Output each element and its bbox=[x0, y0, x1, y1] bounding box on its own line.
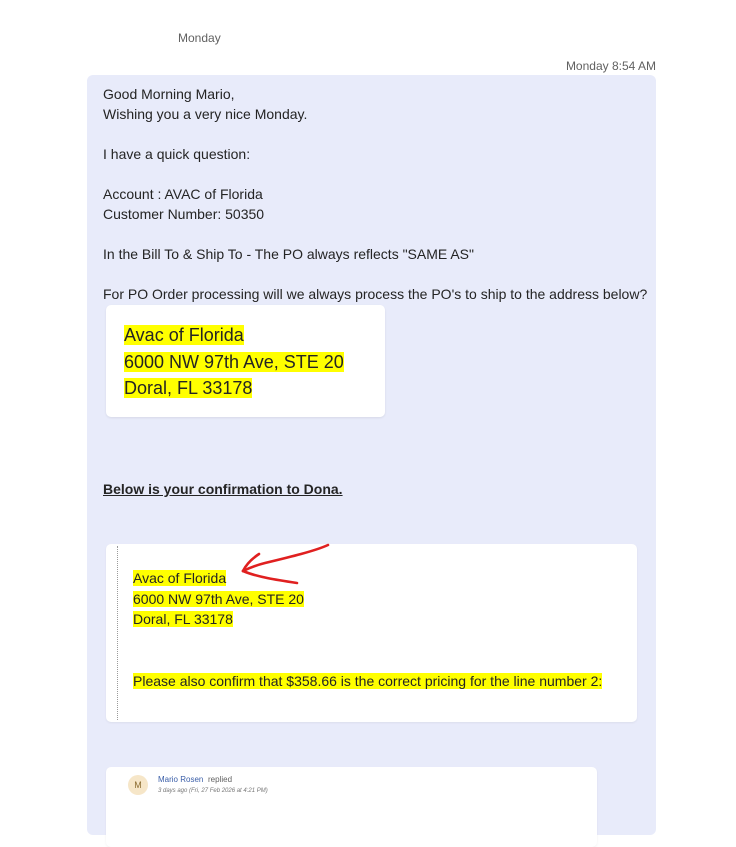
question-intro-line: I have a quick question: bbox=[103, 146, 251, 162]
bill-ship-line: In the Bill To & Ship To - The PO always reflects "SAME AS" bbox=[103, 246, 474, 262]
confirmation-heading: Below is your confirmation to Dona. bbox=[103, 481, 343, 497]
address-name: Avac of Florida bbox=[124, 325, 244, 345]
address-card bbox=[106, 305, 385, 417]
avatar[interactable]: M bbox=[128, 775, 148, 795]
day-separator: Monday bbox=[178, 31, 221, 45]
pricing-question: Please also confirm that $358.66 is the correct pricing for the line number 2: bbox=[133, 673, 603, 689]
quote-bar bbox=[117, 546, 118, 720]
wishing-line: Wishing you a very nice Monday. bbox=[103, 106, 308, 122]
reply-timestamp: 3 days ago (Fri, 27 Feb 2026 at 4:21 PM) bbox=[158, 788, 268, 794]
customer-number-line: Customer Number: 50350 bbox=[103, 206, 265, 222]
quoted-card bbox=[106, 544, 637, 722]
reply-card[interactable] bbox=[106, 767, 597, 847]
process-question-line: For PO Order processing will we always process the PO's to ship to the address below? bbox=[103, 286, 648, 302]
quoted-address-city: Doral, FL 33178 bbox=[133, 611, 233, 627]
quoted-address-street: 6000 NW 97th Ave, STE 20 bbox=[133, 590, 304, 607]
account-line: Account : AVAC of Florida bbox=[103, 186, 263, 202]
message-timestamp: Monday 8:54 AM bbox=[565, 59, 656, 73]
message-body bbox=[103, 84, 648, 304]
quoted-address-name: Avac of Florida bbox=[133, 570, 227, 586]
address-street: 6000 NW 97th Ave, STE 20 bbox=[124, 351, 344, 372]
reply-author-link[interactable]: Mario Rosen bbox=[158, 775, 204, 784]
greeting-line: Good Morning Mario, bbox=[103, 86, 235, 102]
address-city: Doral, FL 33178 bbox=[124, 378, 253, 398]
red-arrow-annotation-icon bbox=[235, 543, 335, 588]
message-bubble bbox=[87, 75, 656, 835]
reply-action-label: replied bbox=[208, 775, 233, 784]
